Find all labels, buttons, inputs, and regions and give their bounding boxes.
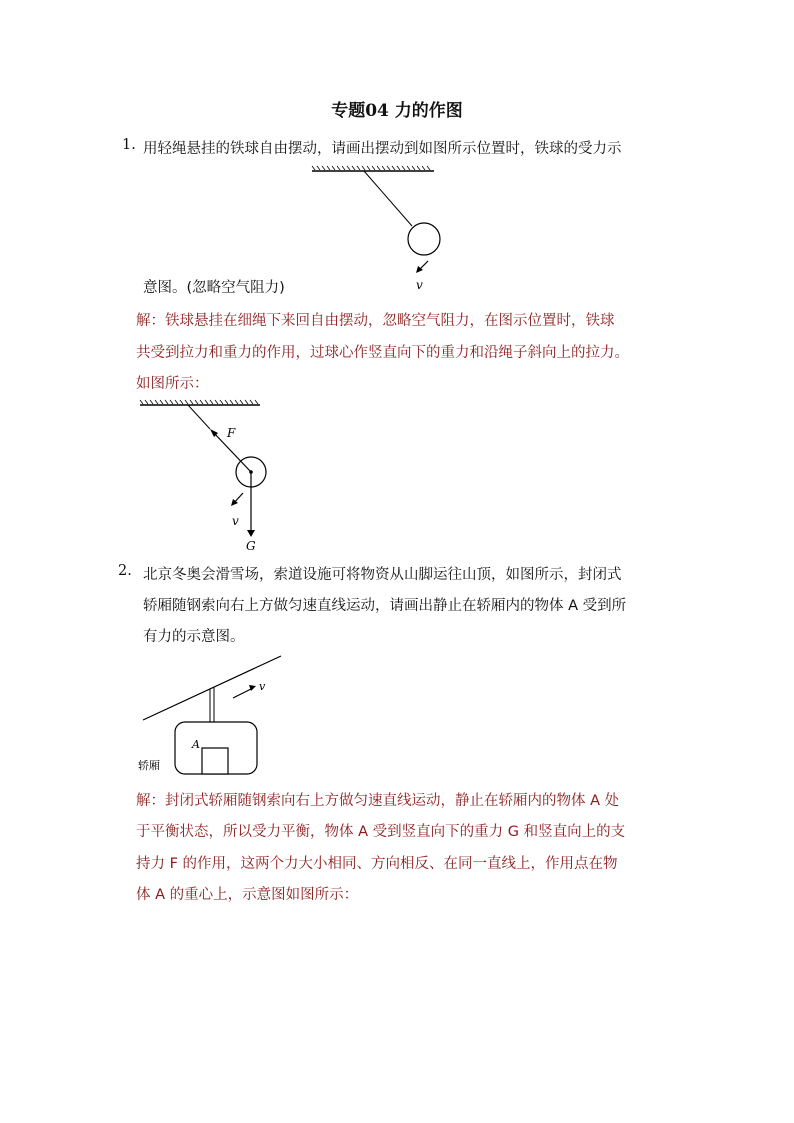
q2-solution-line1: 解：封闭式轿厢随钢索向右上方做匀速直线运动，静止在轿厢内的物体 A 处 — [136, 793, 620, 809]
ceiling-hatch — [140, 400, 258, 404]
page-title: 专题04 力的作图 — [331, 101, 463, 121]
q1-solution-line1: 解：铁球悬挂在细绳下来回自由摆动，忽略空气阻力，在图示位置时，铁球 — [136, 313, 615, 329]
q1-solution-line2: 共受到拉力和重力的作用，过球心作竖直向下的重力和沿绳子斜向上的拉力。 — [136, 345, 629, 361]
tension-label: F — [227, 426, 236, 440]
q2-solution-line4: 体 A 的重心上，示意图如图所示： — [136, 887, 359, 903]
q1-figure — [300, 162, 450, 297]
gravity-label: G — [246, 539, 256, 553]
rope — [188, 405, 210, 429]
q2-solution-line2: 于平衡状态，所以受力平衡，物体 A 受到竖直向下的重力 G 和竖直向上的支 — [136, 824, 626, 840]
q1-text-line2: 意图。(忽略空气阻力) — [143, 280, 285, 296]
object-a-label: A — [192, 738, 200, 751]
velocity-label: v — [232, 514, 239, 528]
q1-text-line1: 用轻绳悬挂的铁球自由摆动，请画出摆动到如图所示位置时，铁球的受力示 — [143, 141, 622, 157]
cabin-label: 轿厢 — [138, 759, 160, 772]
q1-solution-line3: 如图所示： — [136, 376, 209, 392]
velocity-arrow — [233, 688, 253, 698]
q2-text-line2: 轿厢随钢索向右上方做匀速直线运动，请画出静止在轿厢内的物体 A 受到所 — [143, 598, 627, 614]
velocity-label: v — [416, 278, 423, 292]
q2-text-line1: 北京冬奥会滑雪场，索道设施可将物资从山脚运往山顶，如图所示，封闭式 — [143, 567, 622, 583]
q2-solution-line3: 持力 F 的作用，这两个力大小相同、方向相反、在同一直线上，作用点在物 — [136, 856, 618, 872]
q1-number: 1. — [122, 137, 136, 153]
iron-ball — [408, 223, 440, 255]
q1-answer-figure — [130, 395, 280, 555]
object-a — [202, 748, 228, 774]
q2-figure — [135, 650, 290, 780]
ceiling-hatch — [312, 166, 430, 170]
q2-number: 2. — [118, 563, 132, 579]
velocity-label: v — [259, 680, 266, 693]
rope — [364, 171, 412, 226]
q2-text-line3: 有力的示意图。 — [143, 629, 245, 645]
